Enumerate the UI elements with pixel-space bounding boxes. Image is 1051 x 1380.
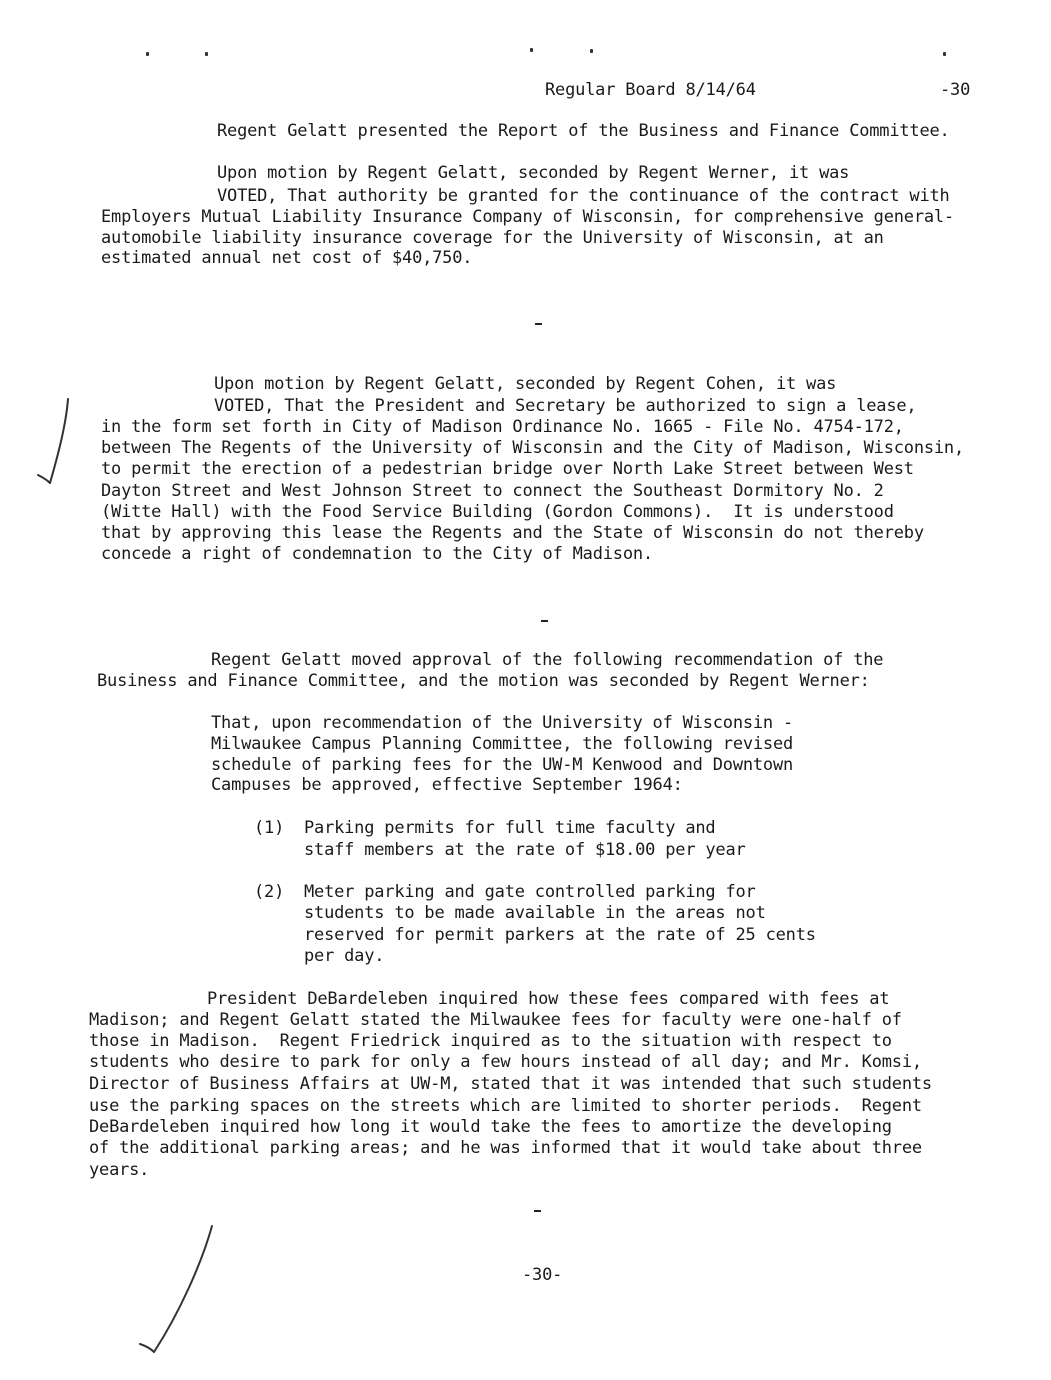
header-title: Regular Board 8/14/64 [545, 80, 756, 100]
section2-text-line: in the form set forth in City of Madison Ordinance No. 1665 - File No. 4754-172, [101, 417, 904, 437]
handwritten-check-mark [30, 395, 80, 495]
section3-text-line: Business and Finance Committee, and the motion was seconded by Regent Werner: [97, 671, 870, 691]
section1-motion: Upon motion by Regent Gelatt, seconded by Regent Werner, it was [217, 163, 850, 183]
item-line: students to be made available in the areas not [304, 903, 766, 923]
scan-speck [530, 48, 533, 52]
scan-speck [146, 52, 149, 56]
discussion-line: Madison; and Regent Gelatt stated the Milwaukee fees for faculty were one-half of [89, 1010, 902, 1030]
discussion-line: Director of Business Affairs at UW-M, stated that it was intended that such students [89, 1074, 932, 1094]
section-separator [534, 1210, 541, 1212]
scan-speck [205, 52, 208, 56]
section2-text-line: to permit the erection of a pedestrian bridge over North Lake Street between West [101, 459, 914, 479]
item-line: per day. [304, 946, 385, 966]
section1-text-line: estimated annual net cost of $40,750. [101, 248, 473, 268]
resolution-line: Milwaukee Campus Planning Committee, the following revised [211, 734, 794, 754]
resolution-line: Campuses be approved, effective September 1964: [211, 775, 683, 795]
resolution-line: That, upon recommendation of the University of Wisconsin - [211, 713, 794, 733]
section2-text-line: (Witte Hall) with the Food Service Building (Gordon Commons). It is understood [101, 502, 894, 522]
footer-page-number: -30- [522, 1265, 563, 1285]
item-line: Parking permits for full time faculty and [304, 818, 716, 838]
discussion-line: years. [89, 1160, 150, 1180]
scan-speck [943, 52, 946, 56]
item-line: staff members at the rate of $18.00 per year [304, 840, 746, 860]
discussion-line: those in Madison. Regent Friedrick inquired as to the situation with respect to [89, 1031, 892, 1051]
section2-text-line: between The Regents of the University of Wisconsin and the City of Madison, Wisconsin, [101, 438, 964, 458]
section1-text-line: Employers Mutual Liability Insurance Company of Wisconsin, for comprehensive general- [101, 207, 954, 227]
discussion-line: President DeBardeleben inquired how these fees compared with fees at [207, 989, 890, 1009]
discussion-line: of the additional parking areas; and he was informed that it would take about three [89, 1138, 922, 1158]
header-page-ref: -30 [940, 80, 971, 100]
scan-speck [590, 49, 593, 53]
section-separator [541, 620, 548, 622]
handwritten-check-mark [130, 1222, 230, 1362]
section1-intro: Regent Gelatt presented the Report of the Business and Finance Committee. [217, 121, 950, 141]
section2-text-line: concede a right of condemnation to the City of Madison. [101, 544, 653, 564]
section2-text-line: that by approving this lease the Regents and the State of Wisconsin do not thereby [101, 523, 924, 543]
discussion-line: students who desire to park for only a few hours instead of all day; and Mr. Komsi, [89, 1052, 922, 1072]
item-line: Meter parking and gate controlled parking for [304, 882, 756, 902]
section3-text-line: Regent Gelatt moved approval of the following recommendation of the [211, 650, 884, 670]
section1-text-line: automobile liability insurance coverage for the University of Wisconsin, at an [101, 228, 884, 248]
section2-motion: Upon motion by Regent Gelatt, seconded by Regent Cohen, it was [214, 374, 837, 394]
discussion-line: DeBardeleben inquired how long it would take the fees to amortize the developing [89, 1117, 892, 1137]
section1-voted: VOTED, That authority be granted for the continuance of the contract with [217, 186, 950, 206]
resolution-line: schedule of parking fees for the UW-M Kenwood and Downtown [211, 755, 794, 775]
item-line: reserved for permit parkers at the rate of 25 cents [304, 925, 816, 945]
discussion-line: use the parking spaces on the streets which are limited to shorter periods. Regent [89, 1096, 922, 1116]
section2-text-line: Dayton Street and West Johnson Street to connect the Southeast Dormitory No. 2 [101, 481, 884, 501]
item-number: (1) [254, 818, 285, 838]
item-number: (2) [254, 882, 285, 902]
section-separator [535, 323, 542, 325]
section2-voted: VOTED, That the President and Secretary be authorized to sign a lease, [214, 396, 917, 416]
